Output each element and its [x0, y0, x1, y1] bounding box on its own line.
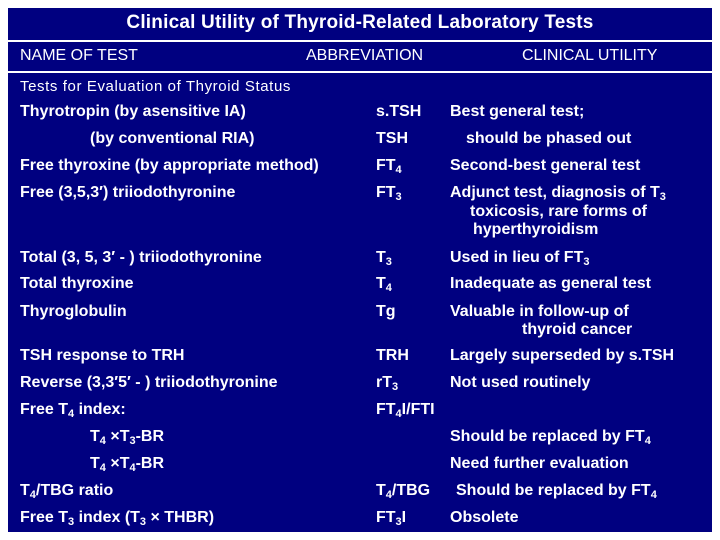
test-name: TSH response to TRH	[20, 347, 185, 364]
test-utility: Used in lieu of $FT_3$	[450, 249, 590, 268]
test-abbreviation: TRH	[376, 347, 409, 364]
test-abbreviation: $T_4$/TBG	[376, 482, 431, 501]
column-header-abbreviation: ABBREVIATION	[306, 47, 424, 64]
test-name: Free $T_3$ index ($T_3$ × THBR)	[20, 509, 215, 528]
test-abbreviation: $T_3$	[376, 249, 392, 268]
test-name: $T_4 \times T_4-BR$	[90, 455, 165, 474]
test-utility-continued: toxicosis, rare forms of	[470, 203, 647, 220]
column-header-utility: CLINICAL UTILITY	[522, 47, 658, 64]
test-name: Total thyroxine	[20, 275, 134, 292]
test-utility: Not used routinely	[450, 374, 591, 391]
test-abbreviation: $FT_3$	[376, 184, 402, 203]
test-abbreviation: Tg	[376, 303, 396, 320]
test-utility: Should be replaced by $FT_4$	[456, 482, 657, 501]
test-name: $T_4$/TBG ratio	[20, 482, 114, 501]
test-abbreviation: $FT_4I$/FTI	[376, 401, 435, 420]
column-header-name: NAME OF TEST	[20, 47, 138, 64]
test-name: Thyroglobulin	[20, 303, 127, 320]
test-abbreviation: $rT_3$	[376, 374, 399, 393]
test-utility: Should be replaced by $FT_4$	[450, 428, 651, 447]
test-utility: Obsolete	[450, 509, 519, 526]
test-abbreviation: $T_4$	[376, 275, 392, 294]
test-name: Free $T_4$ index:	[20, 401, 126, 420]
test-abbreviation: s.TSH	[376, 103, 422, 120]
section-heading: Tests for Evaluation of Thyroid Status	[20, 78, 291, 95]
test-utility: should be phased out	[466, 130, 632, 147]
test-utility: Best general test;	[450, 103, 585, 120]
test-name: Reverse (3,3′5′ - ) triiodothyronine	[20, 374, 278, 391]
title-divider	[8, 40, 712, 42]
test-abbreviation: $FT_4$	[376, 157, 402, 176]
test-abbreviation: TSH	[376, 130, 408, 147]
slide-title: Clinical Utility of Thyroid-Related Laboratory Tests	[126, 12, 594, 33]
test-name: $T_4 \times T_3-BR$	[90, 428, 165, 447]
test-utility: Inadequate as general test	[450, 275, 651, 292]
test-name: Total (3, 5, 3′ - ) triiodothyronine	[20, 249, 262, 266]
test-abbreviation: $FT_3I$	[376, 509, 407, 528]
test-utility: Largely superseded by s.TSH	[450, 347, 675, 364]
test-utility: Valuable in follow-up of	[450, 303, 629, 320]
content-panel	[8, 8, 712, 532]
test-utility: Adjunct test, diagnosis of $T_3$	[450, 184, 666, 203]
test-name: (by conventional RIA)	[90, 130, 255, 147]
test-utility: Second-best general test	[450, 157, 641, 174]
test-utility-continued: hyperthyroidism	[473, 221, 599, 238]
header-divider	[8, 71, 712, 73]
test-name: Free thyroxine (by appropriate method)	[20, 157, 319, 174]
test-name: Free (3,5,3′) triiodothyronine	[20, 184, 236, 201]
test-utility: Need further evaluation	[450, 455, 629, 472]
test-name: Thyrotropin (by asensitive IA)	[20, 103, 246, 120]
test-utility-continued: thyroid cancer	[522, 321, 633, 338]
